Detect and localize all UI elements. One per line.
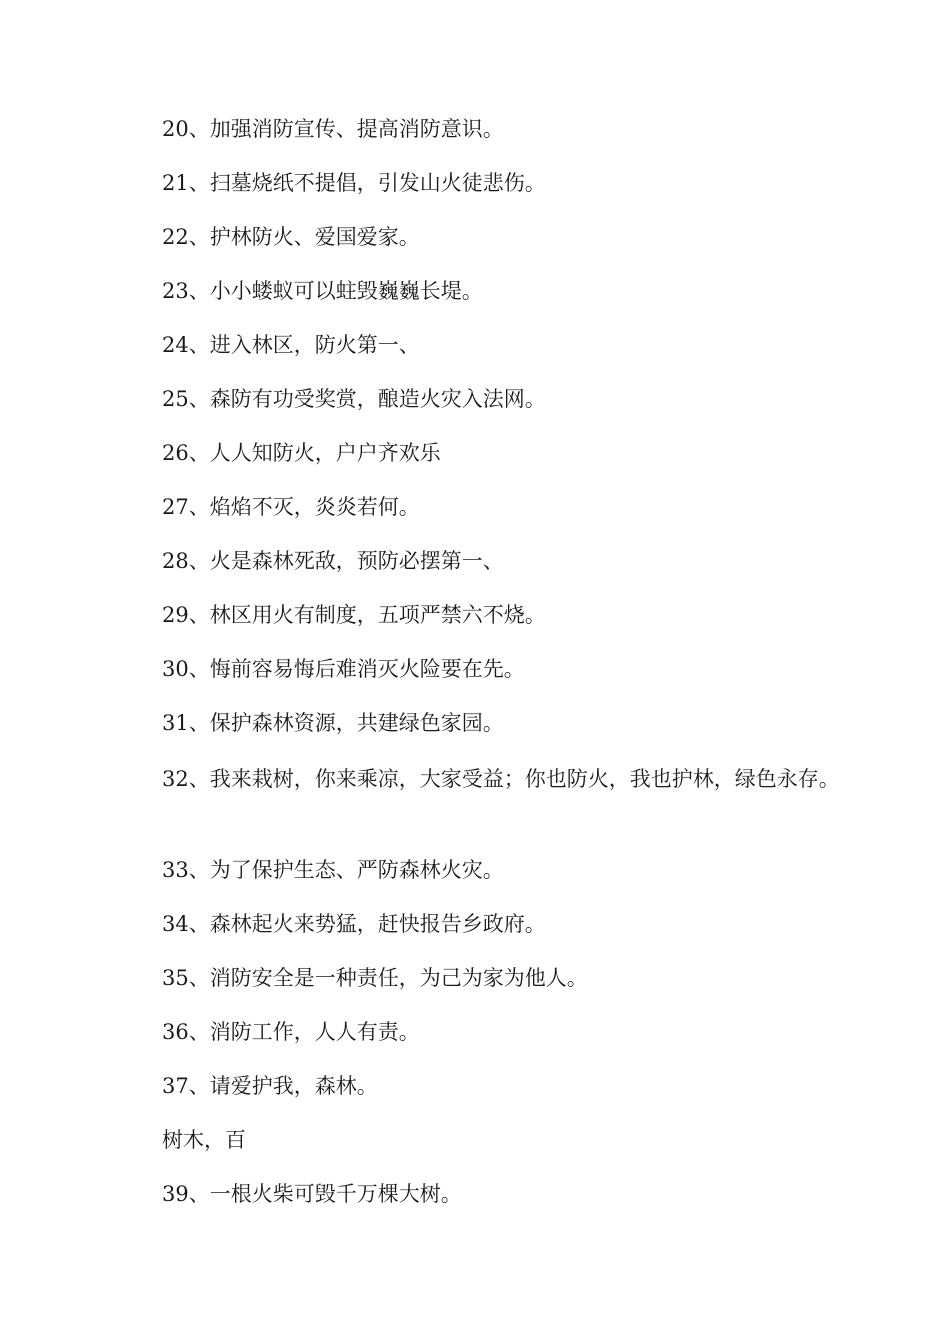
paragraph-37: 37、请爱护我，森林。 — [162, 1074, 378, 1098]
paragraph-36: 36、消防工作，人人有责。 — [162, 1020, 420, 1044]
paragraph-30: 30、悔前容易悔后难消灭火险要在先。 — [162, 657, 525, 681]
paragraph-26: 26、人人知防火，户户齐欢乐 — [162, 441, 441, 465]
paragraph-29: 29、林区用火有制度，五项严禁六不烧。 — [162, 603, 546, 627]
paragraph-22: 22、护林防火、爱国爱家。 — [162, 225, 420, 249]
paragraph-23: 23、小小蝼蚁可以蛀毁巍巍长堤。 — [162, 279, 483, 303]
paragraph-32: 32、我来栽树，你来乘凉，大家受益；你也防火，我也护林，绿色永存。 — [162, 767, 840, 791]
paragraph-31: 31、保护森林资源，共建绿色家园。 — [162, 711, 504, 735]
paragraph-21: 21、扫墓烧纸不提倡，引发山火徒悲伤。 — [162, 171, 546, 195]
paragraph-34: 34、森林起火来势猛，赶快报告乡政府。 — [162, 912, 546, 936]
paragraph-20: 20、加强消防宣传、提高消防意识。 — [162, 117, 504, 141]
paragraph-24: 24、进入林区，防火第一、 — [162, 333, 420, 357]
paragraph-39: 39、一根火柴可毁千万棵大树。 — [162, 1182, 462, 1206]
paragraph-28: 28、火是森林死敌，预防必摆第一、 — [162, 549, 504, 573]
paragraph-27: 27、焰焰不灭，炎炎若何。 — [162, 495, 420, 519]
paragraph-35: 35、消防安全是一种责任，为己为家为他人。 — [162, 966, 588, 990]
paragraph-fragment: 树木，百 — [162, 1128, 246, 1152]
paragraph-25: 25、森防有功受奖赏，酿造火灾入法网。 — [162, 387, 546, 411]
paragraph-33: 33、为了保护生态、严防森林火灾。 — [162, 858, 504, 882]
